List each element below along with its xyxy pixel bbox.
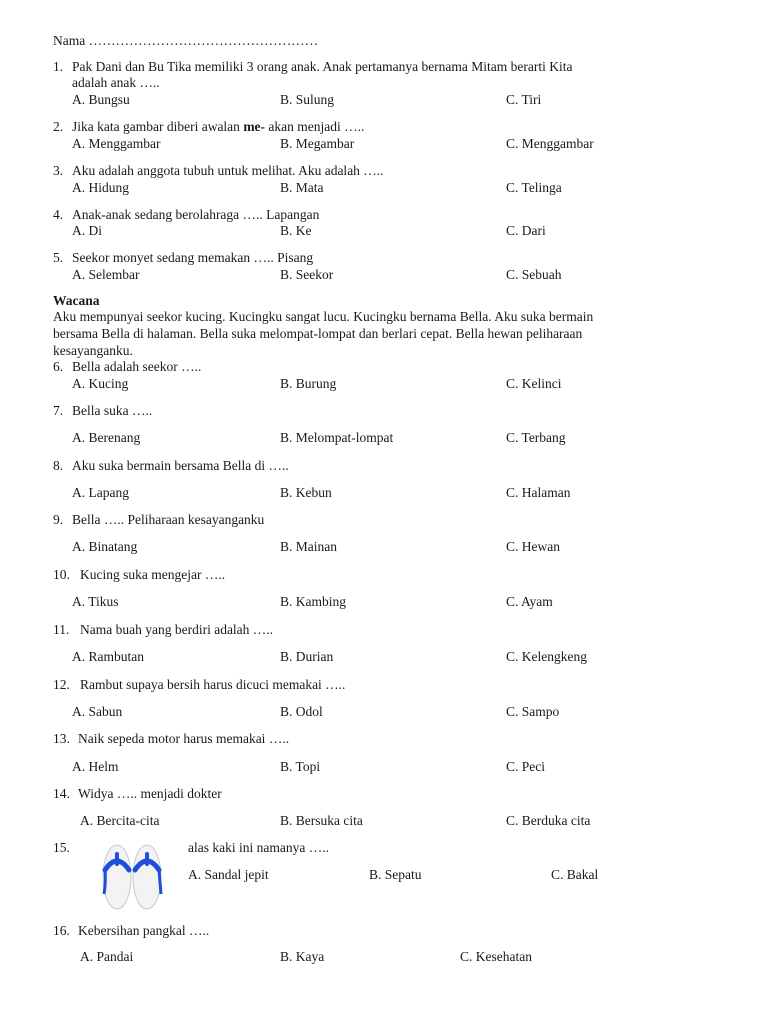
question-7-option-b: B. Melompat-lompat [280,430,394,445]
question-9-number: 9. [53,512,64,527]
question-2-text: Jika kata gambar diberi awalan me- akan menjadi ….. [72,119,365,134]
question-13-text: Naik sepeda motor harus memakai ….. [78,731,290,746]
question-3-number: 3. [53,163,64,178]
question-16-number: 16. [53,923,70,938]
question-5-option-b: B. Seekor [280,267,334,282]
wacana-line-2: bersama Bella di halaman. Bella suka melompat-lompat dan berlari cepat. Bella hewan peliharaan [53,326,583,341]
question-10-option-a: A. Tikus [72,594,119,609]
question-7-option-c: C. Terbang [506,430,566,445]
question-15-number: 15. [53,840,70,855]
question-16-text: Kebersihan pangkal ….. [78,923,210,938]
question-1-option-c: C. Tiri [506,92,542,107]
question-4-option-c: C. Dari [506,223,546,238]
question-6-option-b: B. Burung [280,376,337,391]
question-5-option-c: C. Sebuah [506,267,562,282]
question-3-option-b: B. Mata [280,180,324,195]
question-8-number: 8. [53,458,64,473]
question-9-option-b: B. Mainan [280,539,337,554]
question-9-text: Bella ….. Peliharaan kesayanganku [72,512,265,527]
question-10-option-b: B. Kambing [280,594,346,609]
question-1-option-b: B. Sulung [280,92,335,107]
question-15-option-a: A. Sandal jepit [188,867,269,882]
question-15-option-c: C. Bakal [551,867,599,882]
question-1-text: Pak Dani dan Bu Tika memiliki 3 orang anak. Anak pertamanya bernama Mitam berarti Kita [72,59,573,74]
question-1-option-a: A. Bungsu [72,92,130,107]
question-4-option-a: A. Di [72,223,102,238]
question-4-number: 4. [53,207,64,222]
question-6-text: Bella adalah seekor ….. [72,359,202,374]
question-14-option-a: A. Bercita-cita [80,813,160,828]
question-6-option-a: A. Kucing [72,376,129,391]
question-16-option-c: C. Kesehatan [460,949,532,964]
question-11-option-a: A. Rambutan [72,649,144,664]
question-2-option-a: A. Menggambar [72,136,161,151]
question-7-number: 7. [53,403,64,418]
question-8-option-c: C. Halaman [506,485,571,500]
question-12-option-c: C. Sampo [506,704,560,719]
question-5-option-a: A. Selembar [72,267,140,282]
question-2-option-c: C. Menggambar [506,136,594,151]
question-4-option-b: B. Ke [280,223,312,238]
question-14-option-b: B. Bersuka cita [280,813,363,828]
question-11-option-c: C. Kelengkeng [506,649,587,664]
question-9-option-c: C. Hewan [506,539,560,554]
question-12-number: 12. [53,677,70,692]
question-15-text: alas kaki ini namanya ….. [188,840,329,855]
question-8-option-b: B. Kebun [280,485,332,500]
question-6-option-c: C. Kelinci [506,376,562,391]
question-1-number: 1. [53,59,64,74]
question-6-number: 6. [53,359,64,374]
question-11-text: Nama buah yang berdiri adalah ….. [80,622,274,637]
question-10-number: 10. [53,567,70,582]
question-3-option-c: C. Telinga [506,180,562,195]
question-8-option-a: A. Lapang [72,485,129,500]
question-12-text: Rambut supaya bersih harus dicuci memakai ….. [80,677,346,692]
question-2-option-b: B. Megambar [280,136,355,151]
question-15-option-b: B. Sepatu [369,867,422,882]
wacana-title: Wacana [53,293,100,308]
question-10-text: Kucing suka mengejar ….. [80,567,226,582]
wacana-line-1: Aku mempunyai seekor kucing. Kucingku sangat lucu. Kucingku bernama Bella. Aku suka bermain [53,309,594,324]
student-name-field: Nama …………………………………………… [53,33,319,48]
question-14-text: Widya ….. menjadi dokter [78,786,222,801]
question-4-text: Anak-anak sedang berolahraga ….. Lapangan [72,207,320,222]
question-5-text: Seekor monyet sedang memakan ….. Pisang [72,250,314,265]
question-12-option-b: B. Odol [280,704,323,719]
question-11-number: 11. [53,622,70,637]
question-7-text: Bella suka ….. [72,403,153,418]
question-9-option-a: A. Binatang [72,539,138,554]
question-13-number: 13. [53,731,70,746]
question-5-number: 5. [53,250,64,265]
question-13-option-b: B. Topi [280,759,321,774]
question-2-number: 2. [53,119,64,134]
question-13-option-a: A. Helm [72,759,119,774]
flip-flop-sandals-icon [100,842,166,912]
question-11-option-b: B. Durian [280,649,334,664]
question-16-option-a: A. Pandai [80,949,134,964]
question-3-option-a: A. Hidung [72,180,129,195]
question-8-text: Aku suka bermain bersama Bella di ….. [72,458,289,473]
question-14-option-c: C. Berduka cita [506,813,591,828]
wacana-line-3: kesayanganku. [53,343,133,358]
question-16-option-b: B. Kaya [280,949,325,964]
question-12-option-a: A. Sabun [72,704,123,719]
question-14-number: 14. [53,786,70,801]
question-3-text: Aku adalah anggota tubuh untuk melihat. Aku adalah ….. [72,163,384,178]
question-1-text-cont: adalah anak ….. [72,75,160,90]
question-10-option-c: C. Ayam [506,594,553,609]
question-7-option-a: A. Berenang [72,430,141,445]
question-13-option-c: C. Peci [506,759,545,774]
